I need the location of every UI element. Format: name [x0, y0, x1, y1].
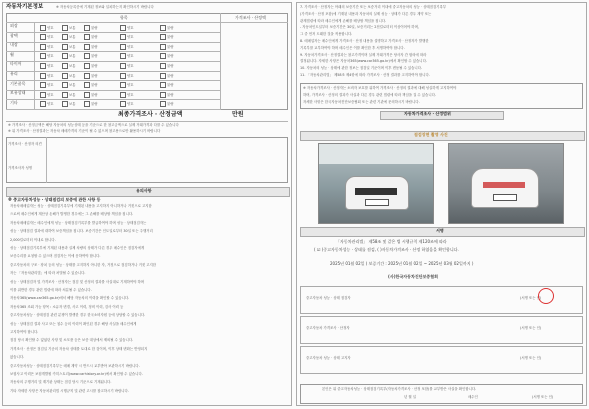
sign-row-label: 중고자동차 가격조사 · 산정자 — [306, 326, 350, 330]
notice-line: 이를 위반한 경우 관련 법령에 따라 처분될 수 있습니다. — [10, 288, 92, 292]
row-option-normal — [62, 82, 76, 88]
row-option2-good — [120, 63, 134, 69]
option-label: 불량 — [167, 102, 174, 107]
row-option2-good — [120, 34, 134, 40]
row-label: 유리 — [10, 71, 18, 76]
option-label: 불량 — [167, 92, 174, 97]
checkbox[interactable] — [40, 25, 46, 31]
row-option-bad — [84, 34, 98, 40]
checkbox[interactable] — [62, 82, 68, 88]
checkbox[interactable] — [120, 53, 126, 59]
row-divider — [6, 51, 220, 52]
sign-row-sign: (서명 또는 인) — [520, 326, 542, 330]
option-label: 불량 — [167, 54, 174, 59]
option-label: 양호 — [47, 63, 54, 68]
row-label: 기본품목 — [10, 80, 26, 86]
checkbox[interactable] — [120, 73, 126, 79]
checkbox[interactable] — [40, 73, 46, 79]
row-divider — [6, 32, 220, 33]
row-label: 외장 — [10, 23, 18, 28]
summary-unit: 만원 — [232, 111, 244, 118]
notice-line: 으로써 매수인에게 재산상 손해가 발생한 경우에는 그 손해를 배상할 책임을 집니다. — [10, 212, 134, 217]
right-line: 10. 자동차의 성능 · 상태에 관한 정보는 점검일 기준이며 이후 변동될 수 있습니다. — [300, 66, 423, 71]
checkbox[interactable] — [62, 73, 68, 79]
notice-line: 자동차매매업자는 매수인에게 성능 · 상태점검기록부를 발급하여야 하며 성능 · 상태점검자는 — [10, 220, 147, 225]
row-option-normal — [62, 63, 76, 69]
checkbox[interactable] — [84, 63, 90, 69]
row-option2-bad — [160, 82, 174, 88]
option-label: 양호 — [47, 25, 54, 30]
sign-row-label: 중고자동차 성능 · 상태 고지자 — [306, 356, 351, 360]
option-label: 보통 — [69, 73, 76, 78]
checkbox[interactable] — [40, 101, 46, 107]
option-label: 보통 — [69, 102, 76, 107]
row-option2-good — [120, 44, 134, 50]
notice-line: 자는 「자동차관리법」에 따라 처벌될 수 있습니다. — [10, 271, 86, 276]
option-label: 양호 — [47, 83, 54, 88]
checkbox[interactable] — [120, 63, 126, 69]
notice-line: 성능 · 상태점검 결과 사고 또는 침수 등의 이력이 확인된 경우 해당 사실을 매수인에게 — [10, 321, 137, 326]
checkbox[interactable] — [40, 92, 46, 98]
option-label: 보통 — [69, 44, 76, 49]
option-label: 불량 — [91, 25, 98, 30]
notice-line: 성능 · 상태점검기록부에 기재된 내용과 실제 차량의 상태가 다른 경우 매수인은 점검자에게 — [10, 246, 145, 250]
photo-title: 점검장면 촬영 사진 — [414, 132, 448, 137]
notice-line: 자동차365 조회 가능 항목 : 소유자 변경, 사고 이력, 정비 이력, 검사 이력 등 — [10, 304, 124, 309]
option-label: 양호 — [127, 35, 134, 40]
option-label: 불량 — [167, 63, 174, 68]
option-label: 불량 — [167, 25, 174, 30]
option-label: 양호 — [127, 92, 134, 97]
right-line: 기록부를 교부하여야 하며 매수인은 이를 확인한 후 서명하여야 합니다. — [300, 45, 405, 50]
row-option2-bad — [160, 44, 174, 50]
option-label: 양호 — [47, 44, 54, 49]
checkbox[interactable] — [160, 73, 166, 79]
inspection-photo-right — [448, 143, 564, 224]
row-label: 보유상태 — [10, 90, 26, 96]
notice-line: 성능 · 상태점검자 및 가격조사 · 산정자는 점검 및 산정의 결과를 사실대로 기재하여야 하며 — [10, 279, 145, 284]
date-line: 2025년 01월 02일 ( 보증기간 : 2025년 01월 02일 ~ 2025년 03월 02일까지 ) — [330, 261, 474, 266]
option-label: 보통 — [69, 54, 76, 59]
option-label: 보통 — [69, 25, 76, 30]
option-label: 양호 — [47, 35, 54, 40]
row-option-good — [40, 101, 54, 107]
right-line: 결정됩니다. 자세한 사항은 자동차365(www.car365.go.kr)에서 확인할 수 있습니다. — [300, 59, 427, 64]
notice-line: 기타 자세한 사항은 자동차관리법 시행규칙 및 관련 고시를 참고하시기 바랍니다. — [10, 388, 129, 393]
option-label: 불량 — [91, 63, 98, 68]
row-option-good — [40, 73, 54, 79]
row-option-normal — [62, 53, 76, 59]
checkbox[interactable] — [40, 53, 46, 59]
inspection-photo-left — [318, 143, 434, 224]
row-option-bad — [84, 92, 98, 98]
checkbox[interactable] — [62, 101, 68, 107]
checkbox[interactable] — [40, 63, 46, 69]
checkbox[interactable] — [160, 25, 166, 31]
option-label: 양호 — [47, 92, 54, 97]
check-range-title: 자동차가격조사 · 산정범위 — [404, 111, 451, 116]
checkbox[interactable] — [160, 34, 166, 40]
note-2: ※ 위 가격조사 · 산정결과는 자동차 매매가격의 기준이 될 수 없으며 참고용으로만 활용하시기 바랍니다 — [8, 129, 161, 133]
checkbox[interactable] — [160, 101, 166, 107]
note-1: ※ 가격조사 · 산정금액은 해당 자동차의 성능상태 등을 기준으로 한 참고금액으로 실제 거래가격과 다를 수 있습니다 — [8, 123, 179, 127]
row-option-normal — [62, 92, 76, 98]
notice-line: 보험사고 이력은 보험개발원 카히스토리(www.carhistory.or.kr)에서 확인할 수 있습니다. — [10, 372, 143, 376]
row-label: 타이어 — [10, 61, 22, 67]
row-option-good — [40, 25, 54, 31]
option-label: 불량 — [91, 83, 98, 88]
notice-line: 가격조사 · 산정은 점검일 기준의 자동차 상태를 토대로 한 것이며, 이후 상태 변화는 반영되지 — [10, 346, 148, 351]
checkbox[interactable] — [62, 92, 68, 98]
seal-stamp — [538, 288, 554, 304]
notice-subtitle: ※ 중고자동차성능 · 상태점검의 보증에 관한 사항 등 — [8, 197, 101, 202]
right-line: 관계법령에 따라 매수인에게 손해를 배상할 책임을 집니다. — [300, 18, 387, 23]
right-line: 그 중 먼저 도래한 것을 적용합니다. — [300, 32, 353, 37]
sign-text-2: ( ☑ )중고자동차성능 · 상태를 점검, ( )자동차가격조사 · 산정 하였음을 확인합니다. — [314, 247, 459, 252]
option-label: 양호 — [127, 54, 134, 59]
option-label: 불량 — [91, 73, 98, 78]
option-label: 보통 — [69, 63, 76, 68]
checkbox[interactable] — [160, 82, 166, 88]
row-divider — [6, 90, 220, 91]
row-option2-good — [120, 73, 134, 79]
checkbox[interactable] — [84, 101, 90, 107]
row-option-bad — [84, 82, 98, 88]
option-label: 보통 — [69, 83, 76, 88]
checkbox[interactable] — [40, 82, 46, 88]
checkbox[interactable] — [120, 44, 126, 50]
right-line: (가격조사 · 산정 포함)에 기재된 내용과 자동차의 실제 성능 · 상태가 다른 경우 계약 또는 — [300, 11, 432, 16]
checkbox[interactable] — [160, 44, 166, 50]
org-name: (사)한국자동차진단보증협회 — [388, 274, 439, 279]
option-label: 양호 — [127, 44, 134, 49]
opinion-label: 가격조사 · 산정자 의견 — [8, 142, 42, 146]
checkbox[interactable] — [160, 92, 166, 98]
option-label: 불량 — [91, 102, 98, 107]
option-label: 양호 — [127, 25, 134, 30]
row-option-good — [40, 92, 54, 98]
row-label: 내장 — [10, 42, 18, 48]
row-option-normal — [62, 101, 76, 107]
col-header-price: 가격조사 · 산정액 — [235, 15, 266, 20]
footer-role: 매수인 — [468, 395, 478, 399]
examiner-label: 가격조사자 성명 — [8, 166, 33, 170]
notice-line: 자동차매매업자는 성능 · 상태점검기록부에 기재된 내용을 고지하지 아니하거나 거짓으로 고지함 — [10, 204, 152, 208]
row-option-good — [40, 63, 54, 69]
col-header-item: 항목 — [120, 15, 128, 20]
checkbox[interactable] — [40, 44, 46, 50]
row-option-bad — [84, 73, 98, 79]
option-label: 양호 — [127, 83, 134, 88]
row-option2-bad — [160, 25, 174, 31]
checkbox[interactable] — [62, 34, 68, 40]
sign-title: 서명 — [436, 228, 444, 233]
right-line: - 자동차인도일부터 보증기간은 30일, 보증거리는 2천킬로미터 이상이어야 하며, — [300, 25, 419, 30]
footer-date: 년 월 일 — [404, 395, 416, 399]
notice-line: 중고자동차성능 · 상태점검 관련 분쟁이 발생한 경우 한국소비자원 등에 상담할 수 있습니다. — [10, 313, 146, 318]
sign-row-sign: (서명 또는 인) — [520, 356, 542, 360]
notice-line: 성능 · 상태점검 결과에 대하여 보증책임을 집니다. 보증기간은 인도일로부터 30일 또는 주행거리 — [10, 229, 153, 234]
row-divider — [6, 71, 220, 72]
left-header-title: 자동차기본정보 — [6, 4, 44, 10]
row-option2-bad — [160, 53, 174, 59]
option-label: 불량 — [167, 44, 174, 49]
notice-line: 않습니다. — [10, 355, 25, 360]
row-option-bad — [84, 44, 98, 50]
checkbox[interactable] — [62, 53, 68, 59]
row-option2-good — [120, 82, 134, 88]
row-option-bad — [84, 101, 98, 107]
notice-box-line: 하며, 가격조사 · 산정의 결과가 사실과 다른 경우 관련 법령에 따라 책임을 질 수 있습니다. — [303, 93, 436, 97]
checkbox[interactable] — [84, 44, 90, 50]
row-option-bad — [84, 53, 98, 59]
row-option2-bad — [160, 73, 174, 79]
checkbox[interactable] — [84, 82, 90, 88]
notice-line: 자동차365(www.car365.go.kr)에서 해당 자동차의 이력을 확인할 수 있습니다. — [10, 296, 130, 301]
checkbox[interactable] — [120, 101, 126, 107]
option-label: 불량 — [91, 35, 98, 40]
row-label: 광택 — [10, 32, 18, 38]
row-label: 기타 — [10, 99, 18, 105]
right-line: 7. 가격조사 · 산정자는 아래의 보증기간 또는 보증거리 이내에 중고자동차의 성능 · 상태점검기록부 — [300, 5, 447, 9]
row-divider — [6, 42, 220, 43]
row-option-normal — [62, 73, 76, 79]
notice-line: 중고자동차성능 · 상태점검기록부는 매매 계약 시 반드시 교부받아 보관하시기 바랍니다. — [10, 363, 140, 368]
checkbox[interactable] — [160, 63, 166, 69]
row-option-bad — [84, 63, 98, 69]
checkbox[interactable] — [84, 53, 90, 59]
option-label: 불량 — [91, 92, 98, 97]
row-option-good — [40, 82, 54, 88]
option-label: 보통 — [69, 35, 76, 40]
checkbox[interactable] — [62, 44, 68, 50]
option-label: 불량 — [167, 35, 174, 40]
option-label: 양호 — [47, 73, 54, 78]
notice-box-line: 자세한 사항은 한국자동차진단보증협회 또는 관련 기관에 문의하시기 바랍니다. — [303, 100, 420, 104]
sign-text-1: 「자동차관리법」 제58조 및 같은 법 시행규칙 제120조에 따라 — [336, 239, 447, 244]
option-label: 양호 — [127, 63, 134, 68]
checkbox[interactable] — [62, 25, 68, 31]
row-option-good — [40, 53, 54, 59]
right-line: 9. 자동차가격조사 · 산정결과는 참고가격이며 실제 거래가격은 당사자 간 합의에 따라 — [300, 52, 427, 57]
opinion-area — [6, 137, 288, 183]
notice-line: 보증수리를 요청할 수 있으며 점검자는 이에 응하여야 합니다. — [10, 254, 101, 259]
footer-text: 본인은 위 중고자동차성능 · 상태점검기록부(자동차가격조사 · 산정 포함)를 교부받은 사실을 확인합니다. — [322, 387, 477, 391]
row-divider — [6, 80, 220, 81]
sign-row-label: 중고자동차 성능 · 상태 점검자 — [306, 296, 351, 300]
notice-line: 2,000킬로미터 이내로 합니다. — [10, 237, 56, 242]
row-option-normal — [62, 34, 76, 40]
row-option2-bad — [160, 92, 174, 98]
footer-sign: (서명 또는 인) — [532, 395, 554, 399]
row-option2-bad — [160, 101, 174, 107]
notice-line: 중고자동차의 구조 · 장치 등의 성능 · 상태를 고지하지 아니한 자, 거짓으로 점검하거나 거짓 고지한 — [10, 262, 157, 267]
row-option2-good — [120, 53, 134, 59]
option-label: 불량 — [91, 54, 98, 59]
row-option-bad — [84, 25, 98, 31]
row-option2-bad — [160, 34, 174, 40]
checkbox[interactable] — [160, 53, 166, 59]
option-label: 양호 — [127, 73, 134, 78]
checkbox[interactable] — [84, 73, 90, 79]
right-line: 8. 매매업자는 매수인에게 가격조사 · 산정 내용을 설명하고 가격조사 · 산정자가 발행한 — [300, 39, 429, 43]
summary-label: 최종가격조사 · 산정금액 — [118, 111, 183, 118]
left-header-sub: ※ 자동차등록증에 기재된 정보와 일치하는지 확인하시기 바랍니다 — [56, 5, 154, 9]
checkbox[interactable] — [120, 25, 126, 31]
row-divider — [6, 109, 220, 110]
notice-line: 자동차의 주행거리 및 계기판 상태는 점검 당시 기준으로 기재됩니다. — [10, 380, 112, 385]
right-line: 11. 「자동차관리법」 제58조 제4항에 따라 가격조사 · 산정 결과를 고지하여야 합니다. — [300, 73, 430, 77]
option-label: 양호 — [47, 102, 54, 107]
row-option2-good — [120, 101, 134, 107]
row-option2-bad — [160, 63, 174, 69]
option-label: 불량 — [167, 83, 174, 88]
row-option-good — [40, 34, 54, 40]
notice-title: 유의사항 — [136, 188, 152, 193]
notice-line: 고지하여야 합니다. — [10, 330, 39, 334]
checkbox[interactable] — [84, 92, 90, 98]
sign-row-sign: (서명 또는 인) — [520, 296, 542, 300]
notice-line: 점검 당시 확인할 수 없었던 사항 및 소모품 등은 보증 대상에서 제외될 수 있습니다. — [10, 338, 134, 343]
checkbox[interactable] — [120, 92, 126, 98]
checkbox[interactable] — [84, 34, 90, 40]
option-label: 양호 — [127, 102, 134, 107]
row-option2-good — [120, 92, 134, 98]
option-label: 양호 — [47, 54, 54, 59]
row-divider — [6, 99, 220, 100]
option-label: 불량 — [91, 44, 98, 49]
checkbox[interactable] — [84, 25, 90, 31]
checkbox[interactable] — [120, 34, 126, 40]
row-divider — [6, 61, 220, 62]
row-option-normal — [62, 25, 76, 31]
checkbox[interactable] — [120, 82, 126, 88]
option-label: 불량 — [167, 73, 174, 78]
row-option-good — [40, 44, 54, 50]
row-option2-good — [120, 25, 134, 31]
row-option-normal — [62, 44, 76, 50]
row-label: 휠 — [10, 51, 14, 57]
notice-box-line: ※ 자동차가격조사 · 산정자는 소비자 보호를 위하여 가격조사 · 산정의 결과에 대해 성실하게 고지하여야 — [303, 86, 457, 90]
option-label: 보통 — [69, 92, 76, 97]
checkbox[interactable] — [40, 34, 46, 40]
checkbox[interactable] — [62, 63, 68, 69]
